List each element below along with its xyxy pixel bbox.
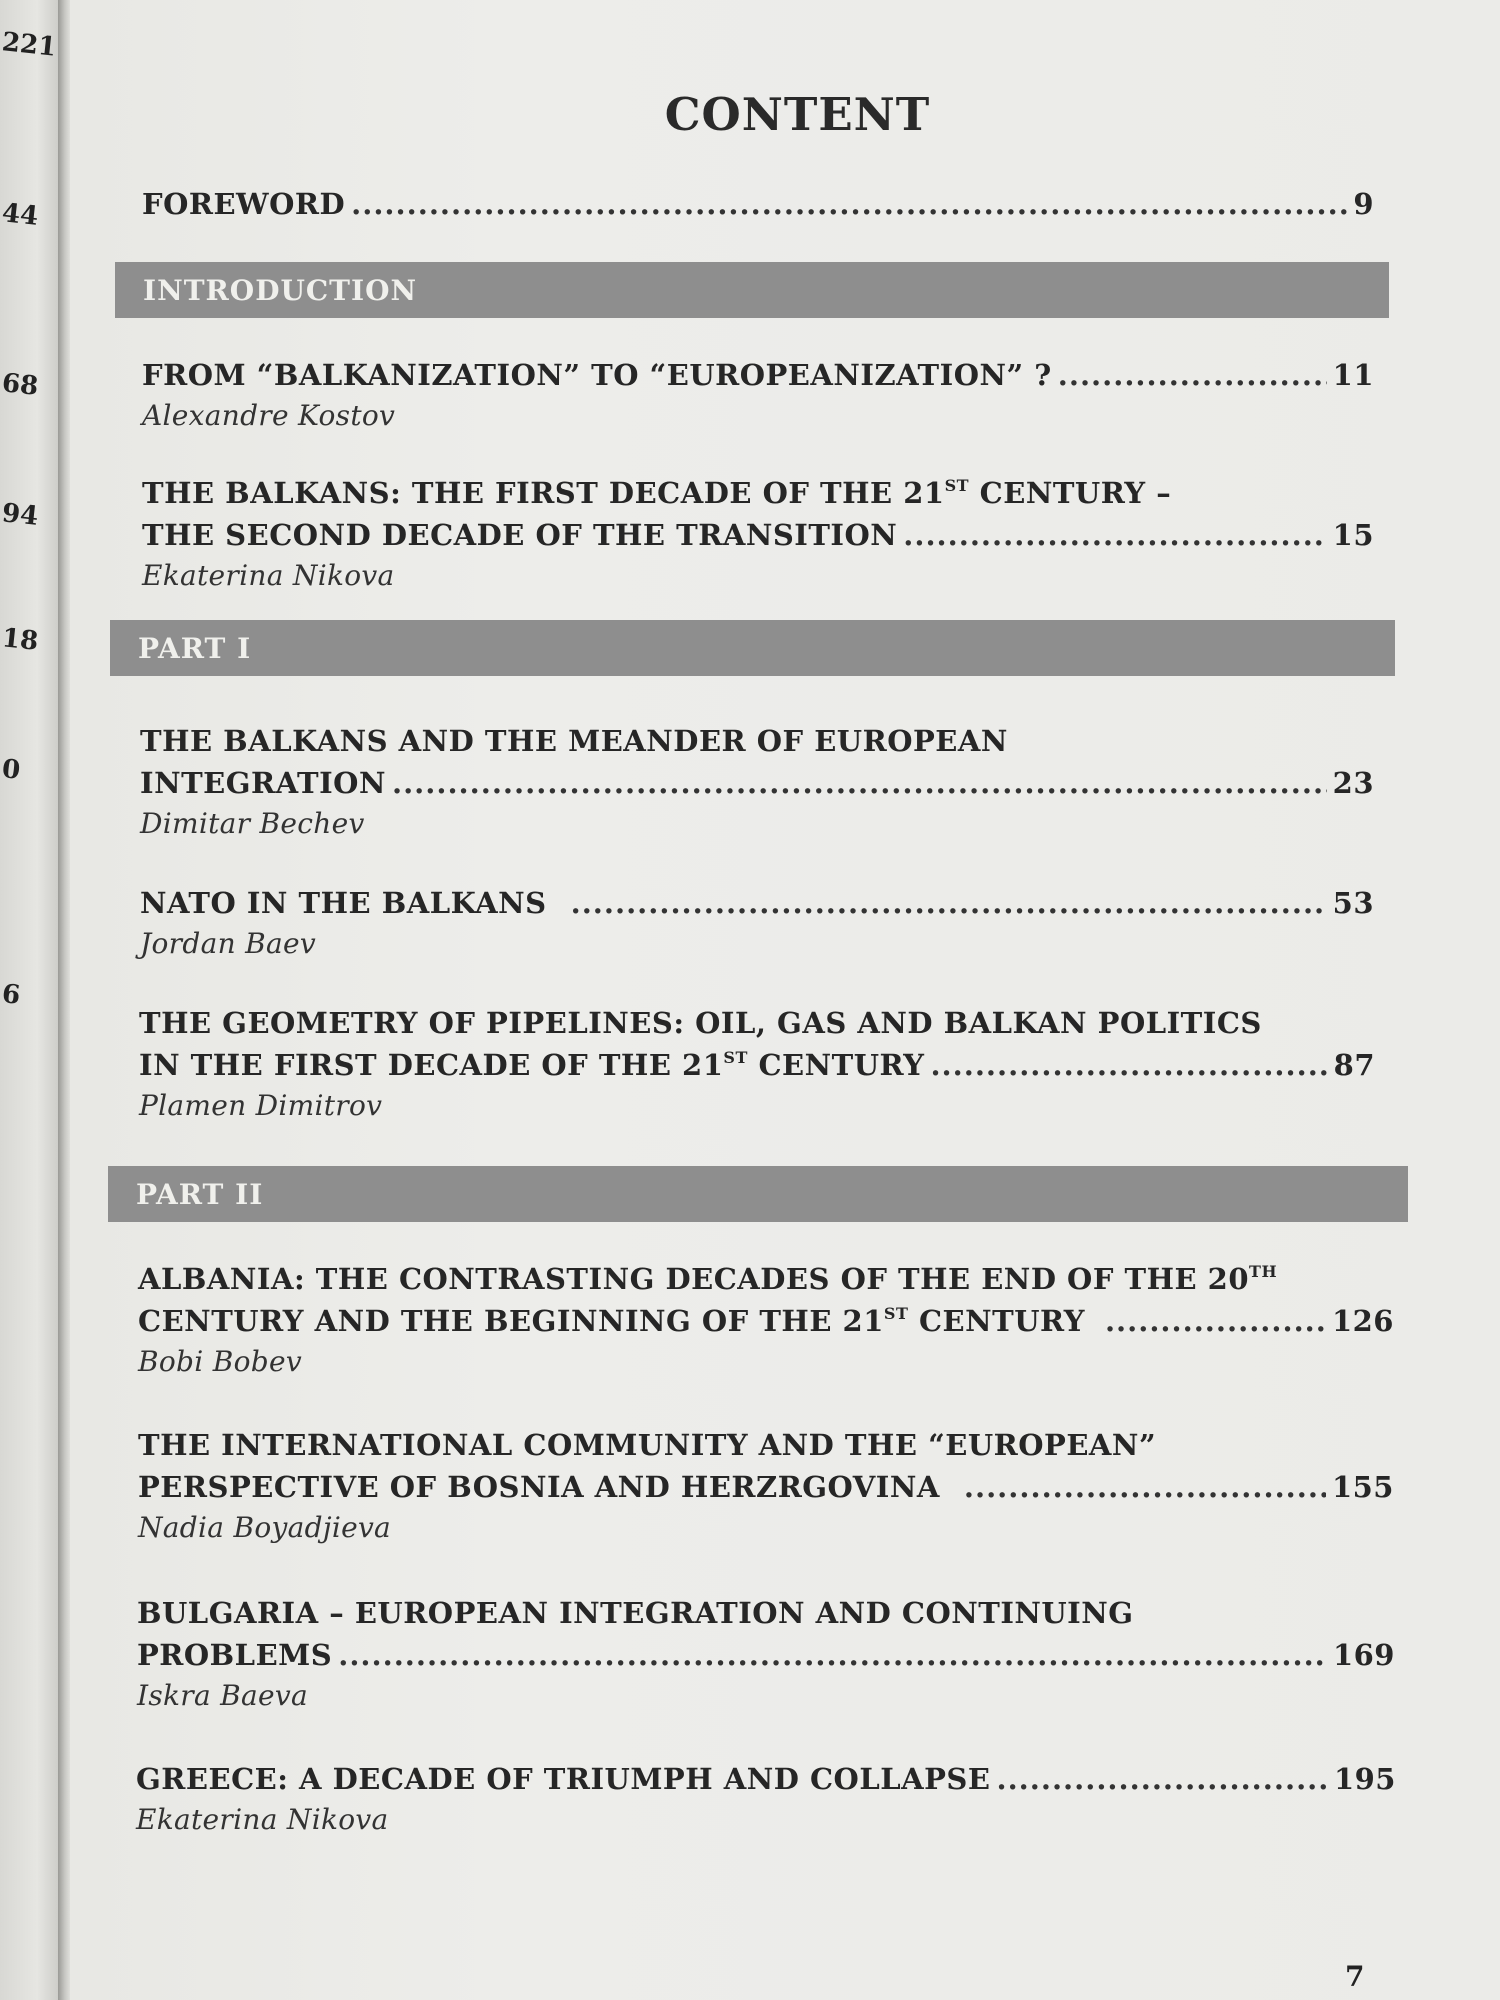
leader-dots <box>1105 1300 1326 1342</box>
leader-dots <box>338 1634 1327 1676</box>
toc-title: THE SECOND DECADE OF THE TRANSITION <box>142 518 898 552</box>
toc-author: Bobi Bobev <box>138 1345 302 1378</box>
toc-line <box>142 472 1374 514</box>
superscript: ST <box>944 476 970 495</box>
toc-author: Alexandre Kostov <box>142 399 396 432</box>
toc-line <box>140 720 1374 762</box>
page-number: 7 <box>1345 1960 1365 1993</box>
facing-page-edge <box>0 0 62 2000</box>
facing-page-number: 44 <box>0 198 40 232</box>
leader-dots <box>996 1758 1327 1800</box>
facing-page-number: 94 <box>0 498 40 532</box>
facing-page-number: 18 <box>0 623 40 657</box>
toc-entry[interactable] <box>142 354 1374 436</box>
toc-entry[interactable] <box>137 1592 1395 1716</box>
leader-dots <box>930 1044 1327 1086</box>
toc-page-number: 169 <box>1332 1638 1395 1672</box>
toc-author: Iskra Baeva <box>137 1679 309 1712</box>
toc-page-number: 126 <box>1331 1304 1394 1338</box>
toc-title: THE GEOMETRY OF PIPELINES: OIL, GAS AND BALKAN POLITICS <box>139 1006 1262 1040</box>
toc-title: PERSPECTIVE OF BOSNIA AND HERZRGOVINA <box>138 1470 940 1504</box>
facing-page-number: 6 <box>0 979 22 1011</box>
toc-line <box>139 1002 1375 1044</box>
superscript: TH <box>1249 1262 1278 1281</box>
toc-title: FROM “BALKANIZATION” TO “EUROPEANIZATION” ? <box>142 358 1052 392</box>
toc-line <box>140 762 1374 804</box>
toc-title <box>138 1258 1277 1300</box>
toc-line <box>137 1592 1395 1634</box>
facing-page-number: 221 <box>0 27 58 63</box>
toc-title: NATO IN THE BALKANS <box>140 886 547 920</box>
toc-line <box>138 1466 1394 1508</box>
toc-line <box>139 1044 1375 1086</box>
toc-page-number: 11 <box>1332 358 1374 392</box>
toc-page-number: 9 <box>1353 187 1374 221</box>
section-label: INTRODUCTION <box>143 273 418 307</box>
toc-entry[interactable] <box>138 1258 1394 1382</box>
toc-title-part: IN THE FIRST DECADE OF THE 21 <box>139 1048 724 1082</box>
toc-author: Nadia Boyadjieva <box>138 1511 392 1544</box>
toc-entry-foreword[interactable] <box>142 183 1374 225</box>
toc-line <box>142 183 1374 225</box>
section-label: PART I <box>138 631 252 665</box>
superscript: ST <box>723 1048 748 1067</box>
toc-entry[interactable] <box>136 1758 1396 1840</box>
toc-line <box>138 1300 1394 1342</box>
toc-title: FOREWORD <box>142 187 346 221</box>
toc-line <box>138 1258 1394 1300</box>
toc-author: Dimitar Bechev <box>140 807 365 840</box>
toc-title-part: ALBANIA: THE CONTRASTING DECADES OF THE END OF THE 20 <box>138 1262 1250 1296</box>
toc-title: INTEGRATION <box>140 766 386 800</box>
toc-title: BULGARIA – EUROPEAN INTEGRATION AND CONTINUING <box>137 1596 1134 1630</box>
toc-entry[interactable] <box>138 1424 1394 1548</box>
toc-entry[interactable] <box>139 1002 1375 1126</box>
section-band-part-i <box>110 620 1395 676</box>
toc-title-part: THE BALKANS: THE FIRST DECADE OF THE 21 <box>142 476 945 510</box>
leader-dots <box>392 762 1327 804</box>
toc-line <box>142 514 1374 556</box>
leader-dots <box>964 1466 1326 1508</box>
toc-author: Jordan Baev <box>140 927 316 960</box>
toc-title: THE BALKANS AND THE MEANDER OF EUROPEAN <box>140 724 1008 758</box>
page-title: CONTENT <box>664 88 931 141</box>
toc-line <box>136 1758 1396 1800</box>
toc-title-part: CENTURY <box>747 1048 925 1082</box>
leader-dots <box>571 882 1327 924</box>
toc-title <box>138 1300 1085 1342</box>
leader-dots <box>1058 354 1327 396</box>
toc-title: THE INTERNATIONAL COMMUNITY AND THE “EUROPEAN” <box>138 1428 1157 1462</box>
toc-title: PROBLEMS <box>137 1638 333 1672</box>
toc-line <box>138 1424 1394 1466</box>
toc-author: Ekaterina Nikova <box>136 1803 389 1836</box>
leader-dots <box>351 183 1347 225</box>
toc-title: GREECE: A DECADE OF TRIUMPH AND COLLAPSE <box>136 1762 991 1796</box>
section-band-introduction <box>115 262 1389 318</box>
toc-line <box>140 882 1374 924</box>
facing-page-number: 68 <box>0 368 40 402</box>
toc-page-number: 195 <box>1333 1762 1396 1796</box>
contents-page <box>70 0 1500 2000</box>
section-band-part-ii <box>108 1166 1408 1222</box>
toc-title-part: CENTURY <box>908 1304 1085 1338</box>
toc-page-number: 53 <box>1332 886 1374 920</box>
toc-entry[interactable] <box>140 720 1374 844</box>
toc-title <box>142 472 1171 514</box>
toc-entry[interactable] <box>140 882 1374 964</box>
toc-title-part: CENTURY AND THE BEGINNING OF THE 21 <box>138 1304 884 1338</box>
toc-page-number: 23 <box>1332 766 1374 800</box>
toc-line <box>137 1634 1395 1676</box>
toc-author: Ekaterina Nikova <box>142 559 395 592</box>
toc-title-part: CENTURY – <box>969 476 1172 510</box>
leader-dots <box>903 514 1326 556</box>
toc-entry[interactable] <box>142 472 1374 596</box>
facing-page-number: 0 <box>0 754 22 786</box>
toc-page-number: 155 <box>1331 1470 1394 1504</box>
section-label: PART II <box>136 1177 264 1211</box>
toc-line <box>142 354 1374 396</box>
toc-title <box>139 1044 924 1086</box>
toc-author: Plamen Dimitrov <box>139 1089 383 1122</box>
toc-page-number: 87 <box>1333 1048 1375 1082</box>
superscript: ST <box>883 1304 909 1323</box>
toc-page-number: 15 <box>1332 518 1374 552</box>
